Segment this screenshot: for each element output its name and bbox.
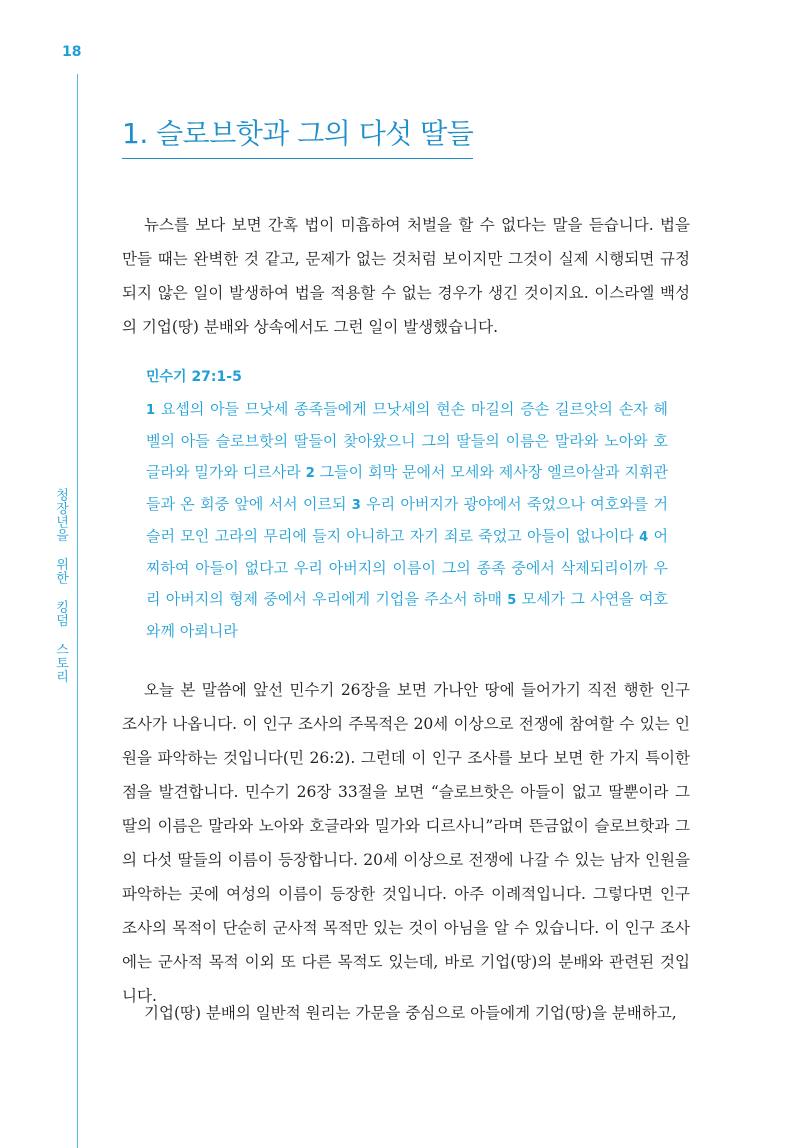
verse-number: 1 [146,403,156,418]
verse-text: 그들이 회막 문에서 모세와 제사장 엘르아살과 지휘관들과 온 회중 앞에 서서 이르되 [146,463,668,513]
verse-number: 2 [305,466,315,481]
verse-number: 3 [351,498,361,513]
inheritance-paragraph: 기업(땅) 분배의 일반적 원리는 가문을 중심으로 아들에게 기업(땅)을 분배하고, [144,1004,677,1022]
verse-text: 우리 아버지가 광야에서 죽었으나 여호와를 거슬러 모인 고라의 무리에 들지 아니하고 자기 죄로 죽었고 아들이 없나이다 [146,495,668,545]
running-side-title: 청장년을 위한 킹덤 스토리 [53,488,68,683]
scripture-reference: 민수기 27:1-5 [146,369,242,385]
verse-number: 4 [639,530,649,545]
chapter-title: 1. 슬로브핫과 그의 다섯 딸들 [122,112,473,159]
intro-paragraph: 뉴스를 보다 보면 간혹 법이 미흡하여 처벌을 할 수 없다는 말을 듣습니다. 법을 만들 때는 완벽한 것 같고, 문제가 없는 것처럼 보이지만 그것이 실제 시행되면 규정되지 않은 일이 발생하여 법을 적용할 수 없는 경우가 생긴 것이지요. 이스라엘 백성의 기업(땅) 분배와 상속에서도 그런 일이 발생했습니다. [122,216,690,336]
margin-rule [77,74,78,1148]
page-number: 18 [62,44,82,60]
verse-text: 모세가 그 사연을 여호와께 아뢰니라 [146,590,668,640]
verse-text: 요셉의 아들 므낫세 종족들에게 므낫세의 현손 마길의 증손 길르앗의 손자 헤벨의 아들 슬로브핫의 딸들이 찾아왔으니 그의 딸들의 이름은 말라와 노아와 호글라와 밀가와 디르사라 [146,400,668,481]
verse-text: 어찌하여 아들이 없다고 우리 아버지의 이름이 그의 종족 중에서 삭제되리이까 우리 아버지의 형제 중에서 우리에게 기업을 주소서 하매 [146,527,668,608]
scripture-passage [146,394,668,647]
census-paragraph: 오늘 본 말씀에 앞선 민수기 26장을 보면 가나안 땅에 들어가기 직전 행한 인구 조사가 나옵니다. 이 인구 조사의 주목적은 20세 이상으로 전쟁에 참여할 수 있는 인원을 파악하는 것입니다(민 26:2). 그런데 이 인구 조사를 보다 보면 한 가지 특이한 점을 발견합니다. 민수기 26장 33절을 보면 “슬로브핫은 아들이 없고 딸뿐이라 그 딸의 이름은 말라와 노아와 호글라와 밀가와 디르사니”라며 뜬금없이 슬로브핫과 그의 다섯 딸들의 이름이 등장합니다. 20세 이상으로 전쟁에 나갈 수 있는 남자 인원을 파악하는 곳에 여성의 이름이 등장한 것입니다. 아주 이례적입니다. 그렇다면 인구 조사의 목적이 단순히 군사적 목적만 있는 것이 아님을 알 수 있습니다. 이 인구 조사에는 군사적 목적 이외 또 다른 목적도 있는데, 바로 기업(땅)의 분배와 관련된 것입니다. [122,681,690,1005]
verse-number: 5 [507,593,517,608]
